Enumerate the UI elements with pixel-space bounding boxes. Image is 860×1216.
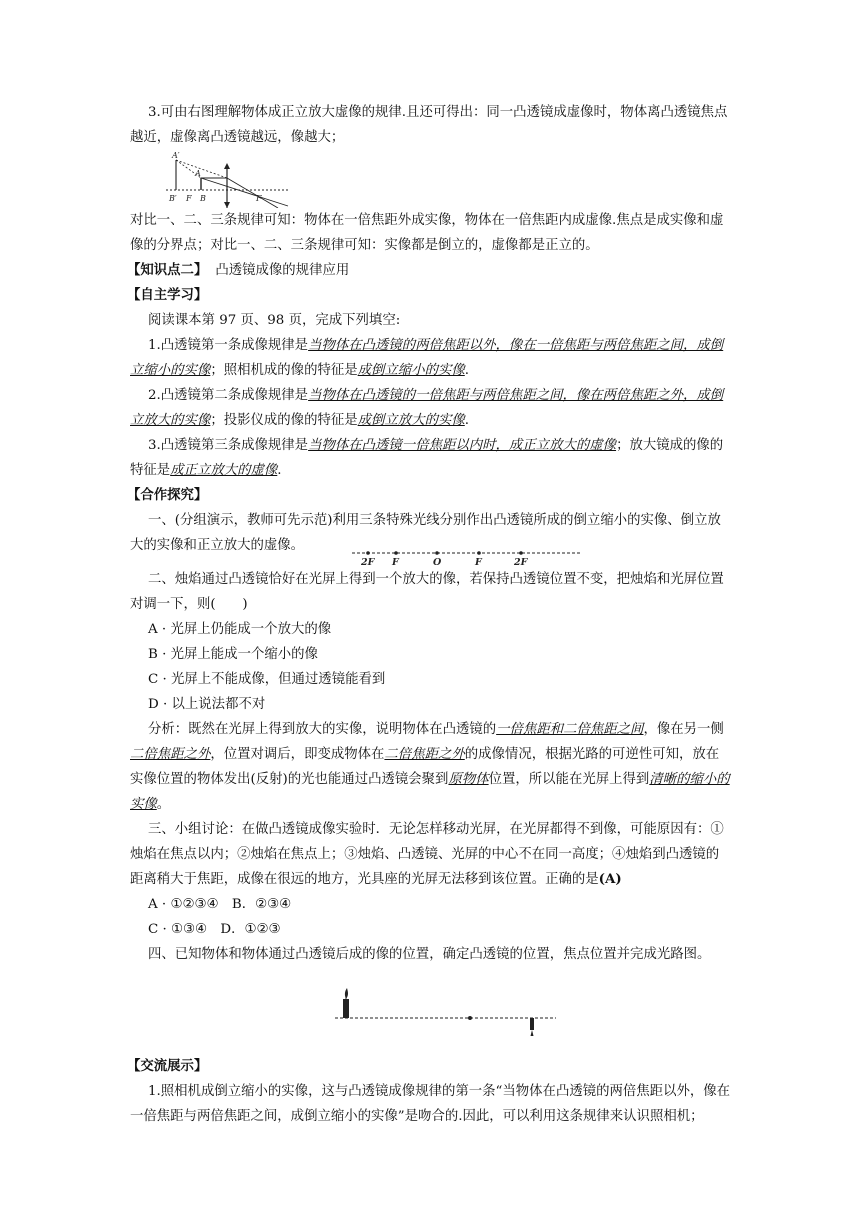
q2-option-d: D · 以上说法都不对 bbox=[148, 697, 266, 712]
label-a: A bbox=[195, 169, 201, 178]
heading-self-study: 【自主学习】 bbox=[127, 287, 208, 303]
section-topic: 凸透镜成像的规律应用 bbox=[215, 263, 350, 278]
axis-label-2f-right: 2F bbox=[514, 557, 528, 567]
answer-rule2-a: 当物体在凸透镜的一倍焦距与两倍焦距之间，像在两倍焦距之外，成倒立放大的实像 bbox=[130, 388, 724, 428]
q3-answer: (A) bbox=[598, 871, 622, 887]
heading-exchange: 【交流展示】 bbox=[127, 1058, 208, 1074]
q3-options-row-1: A · ①②③④ B．②③④ bbox=[148, 897, 292, 912]
label-b: B bbox=[200, 194, 206, 203]
axis-label-o: O bbox=[433, 557, 442, 567]
heading-cooperative-inquiry: 【合作探究】 bbox=[127, 487, 208, 503]
analysis-answer-5: 清晰的缩小的实像 bbox=[130, 772, 730, 812]
virtual-image-ray-diagram bbox=[128, 150, 730, 208]
exchange-paragraph-1: 1.照相机成倒立缩小的实像，这与凸透镜成像规律的第一条“当物体在凸透镜的两倍焦距以外，像在一倍焦距与两倍焦距之间，成倒立缩小的实像”是吻合的.因此，可以利用这条规律来认识照相机； bbox=[130, 1084, 731, 1124]
self-study-intro: 阅读课本第 97 页、98 页，完成下列填空: bbox=[148, 313, 401, 328]
analysis-answer-3: 二倍焦距之外 bbox=[384, 747, 465, 762]
question-1: 一、(分组演示，教师可先示范)利用三条特殊光线分别作出凸透镜所成的倒立缩小的实像、倒立放大的实像和正立放大的虚像。 bbox=[130, 513, 721, 553]
axis-label-2f-left: 2F bbox=[361, 557, 375, 567]
rule-3: 3.凸透镜第三条成像规律是当物体在凸透镜一倍焦距以内时，成正立放大的虚像；放大镜成的像的特征是成正立放大的虚像. bbox=[130, 438, 724, 478]
label-a-prime: A′ bbox=[172, 151, 180, 160]
question-4: 四、已知物体和物体通过凸透镜后成的像的位置，确定凸透镜的位置，焦点位置并完成光路图。 bbox=[148, 947, 711, 962]
question-2: 二、烛焰通过凸透镜恰好在光屏上得到一个放大的像，若保持凸透镜位置不变，把烛焰和光屏位置对调一下，则( ) bbox=[130, 572, 724, 612]
q2-option-c: C · 光屏上不能成像，但通过透镜能看到 bbox=[148, 672, 386, 687]
analysis-answer-2: 二倍焦距之外 bbox=[130, 747, 211, 762]
answer-rule1-b: 成倒立缩小的实像 bbox=[357, 363, 465, 378]
paragraph-comparison: 对比一、二、三条规律可知：物体在一倍焦距外成实像，物体在一倍焦距内成虚像.焦点是成实像和虚像的分界点；对比一、二、三条规律可知：实像都是倒立的，虚像都是正立的。 bbox=[130, 213, 724, 253]
answer-rule3-a: 当物体在凸透镜一倍焦距以内时，成正立放大的虚像 bbox=[308, 438, 617, 453]
answer-rule2-b: 成倒立放大的实像 bbox=[357, 413, 465, 428]
label-f-left: F bbox=[186, 194, 192, 203]
label-f-right: F bbox=[256, 194, 262, 203]
label-b-prime: B′ bbox=[169, 194, 177, 203]
analysis-answer-4: 原物体 bbox=[448, 772, 489, 787]
section-heading-knowledge-2 bbox=[127, 258, 732, 283]
analysis-answer-1: 一倍焦距和二倍焦距之间 bbox=[496, 722, 644, 737]
answer-rule1-a: 当物体在凸透镜的两倍焦距以外，像在一倍焦距与两倍焦距之间，成倒立缩小的实像 bbox=[130, 338, 724, 378]
axis-label-f-left: F bbox=[392, 557, 399, 567]
section-tag: 【知识点二】 bbox=[127, 262, 208, 278]
q3-options-row-2: C · ①③④ D．①②③ bbox=[148, 922, 281, 937]
paragraph-virtual-image-rule: 3.可由右图理解物体成正立放大虚像的规律.且还可得出：同一凸透镜成虚像时，物体离凸透镜焦点越近，虚像离凸透镜越远，像越大； bbox=[130, 105, 728, 145]
q2-option-a: A · 光屏上仍能成一个放大的像 bbox=[148, 622, 332, 637]
object-image-diagram bbox=[130, 970, 732, 1050]
answer-rule3-b: 成正立放大的虚像 bbox=[170, 463, 278, 478]
axis-label-f-right: F bbox=[475, 557, 482, 567]
analysis-paragraph: 分析：既然在光屏上得到放大的实像，说明物体在凸透镜的一倍焦距和二倍焦距之间，像在另一侧二倍焦距之外，位置对调后，即变成物体在二倍焦距之外的成像情况，根据光路的可逆性可知，放在实像位置的物体发出(反射)的光也能通过凸透镜会聚到原物体位置，所以能在光屏上得到清晰的缩小的实像。 bbox=[130, 722, 730, 812]
document-page bbox=[127, 100, 732, 1129]
q2-option-b: B · 光屏上能成一个缩小的像 bbox=[148, 647, 318, 662]
rule-1: 1.凸透镜第一条成像规律是当物体在凸透镜的两倍焦距以外，像在一倍焦距与两倍焦距之间，成倒立缩小的实像；照相机成的像的特征是成倒立缩小的实像. bbox=[130, 338, 724, 378]
question-3: 三、小组讨论：在做凸透镜成像实验时．无论怎样移动光屏，在光屏都得不到像，可能原因有：①烛焰在焦点以内；②烛焰在焦点上；③烛焰、凸透镜、光屏的中心不在同一高度；④烛焰到凸透镜的距离稍大于焦距，成像在很远的地方，光具座的光屏无法移到该位置。正确的是(A) bbox=[130, 822, 724, 887]
rule-2: 2.凸透镜第二条成像规律是当物体在凸透镜的一倍焦距与两倍焦距之间，像在两倍焦距之外，成倒立放大的实像；投影仪成的像的特征是成倒立放大的实像. bbox=[130, 388, 724, 428]
